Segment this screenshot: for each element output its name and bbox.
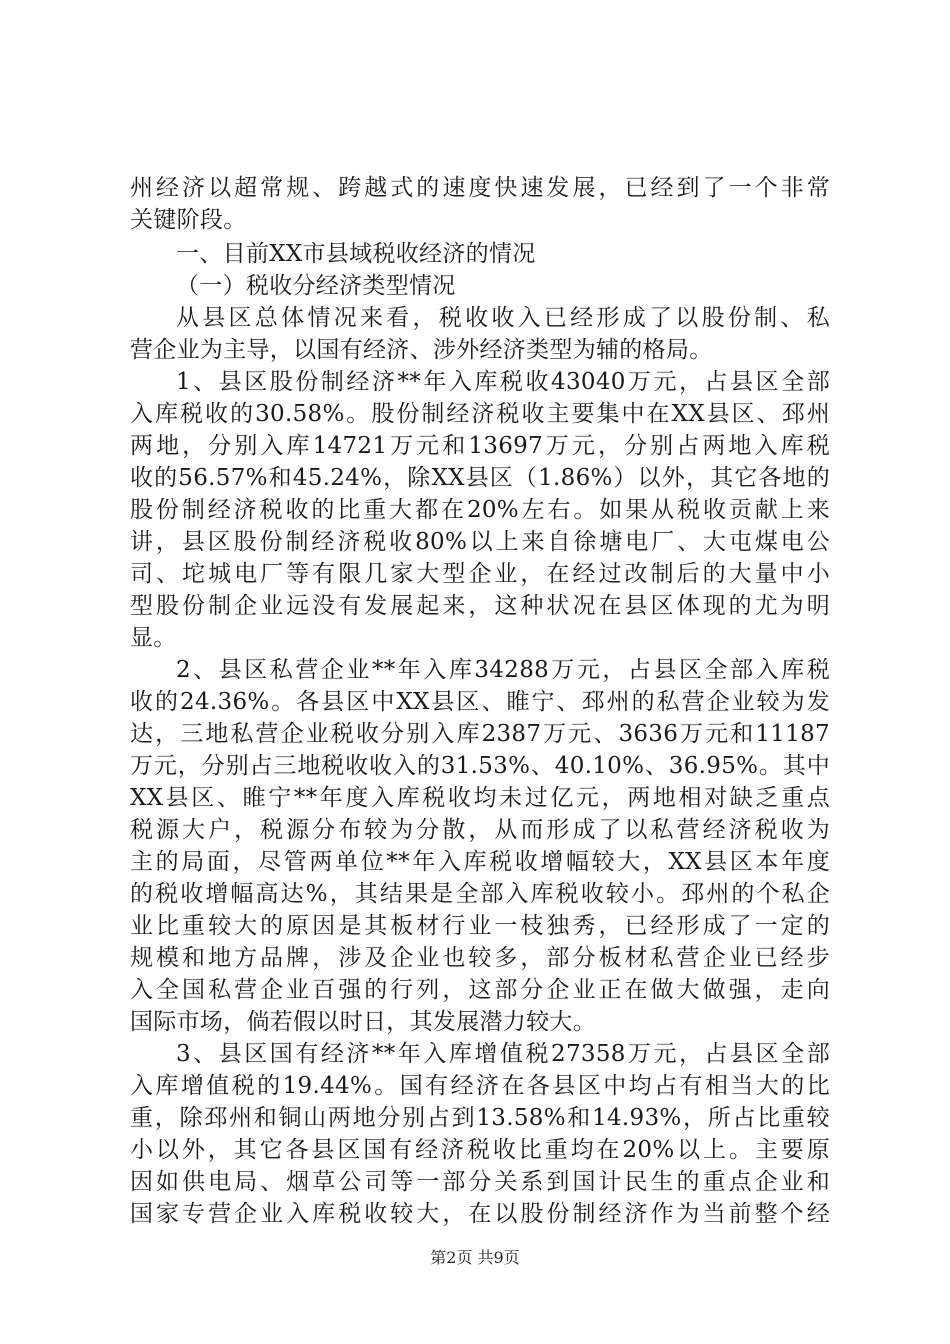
paragraph-line: 讲，县区股份制经济税收80%以上来自徐塘电厂、大屯煤电公 [130,529,830,555]
paragraph-line: 2、县区私营企业**年入库34288万元，占县区全部入库税 [176,657,830,683]
paragraph-line: 两地，分别入库14721万元和13697万元，分别占两地入库税 [130,433,830,459]
paragraph-line: 关键阶段。 [130,207,247,233]
subsection-heading: （一）税收分经济类型情况 [176,273,456,299]
paragraph-line: 1、县区股份制经济**年入库税收43040万元，占县区全部 [176,369,830,395]
paragraph-line: 营企业为主导，以国有经济、涉外经济类型为辅的格局。 [130,337,713,363]
paragraph-line: 型股份制企业远没有发展起来，这种状况在县区体现的尤为明 [130,593,830,619]
paragraph-line: 收的24.36%。各县区中XX县区、睢宁、邳州的私营企业较为发 [130,689,830,715]
paragraph-line: 入库增值税的19.44%。国有经济在各县区中均占有相当大的比 [130,1073,830,1099]
paragraph-line: 收的56.57%和45.24%，除XX县区（1.86%）以外，其它各地的 [130,465,830,491]
paragraph-line: 达，三地私营企业税收分别入库2387万元、3636万元和11187 [130,721,830,747]
paragraph-line: 股份制经济税收的比重大都在20%左右。如果从税收贡献上来 [130,497,830,523]
paragraph-line: 显。 [130,625,177,651]
paragraph-line: 州经济以超常规、跨越式的速度快速发展，已经到了一个非常 [130,175,830,201]
paragraph-line: 入库税收的30.58%。股份制经济税收主要集中在XX县区、邳州 [130,401,830,427]
paragraph-line: 重，除邳州和铜山两地分别占到13.58%和14.93%，所占比重较 [130,1105,830,1131]
paragraph-line: 业比重较大的原因是其板材行业一枝独秀，已经形成了一定的 [130,913,830,939]
paragraph-line: XX县区、睢宁**年度入库税收均未过亿元，两地相对缺乏重点 [130,785,830,811]
paragraph-line: 万元，分别占三地税收收入的31.53%、40.10%、36.95%。其中 [130,753,830,779]
paragraph-line: 从县区总体情况来看，税收收入已经形成了以股份制、私 [176,305,830,331]
paragraph-line: 司、坨城电厂等有限几家大型企业，在经过改制后的大量中小 [130,561,830,587]
paragraph-line: 税源大户，税源分布较为分散，从而形成了以私营经济税收为 [130,817,830,843]
page-number-footer: 第2页 共9页 [430,1248,520,1267]
paragraph-line: 主的局面，尽管两单位**年入库税收增幅较大，XX县区本年度 [130,849,830,875]
paragraph-line: 3、县区国有经济**年入库增值税27358万元，占县区全部 [176,1041,830,1067]
paragraph-line: 的税收增幅高达%，其结果是全部入库税收较小。邳州的个私企 [130,881,830,907]
paragraph-line: 国际市场，倘若假以时日，其发展潜力较大。 [130,1009,596,1035]
paragraph-line: 国家专营企业入库税收较大，在以股份制经济作为当前整个经 [130,1201,830,1227]
paragraph-line: 规模和地方品牌，涉及企业也较多，部分板材私营企业已经步 [130,945,830,971]
paragraph-line: 小以外，其它各县区国有经济税收比重均在20%以上。主要原 [130,1137,830,1163]
paragraph-line: 入全国私营企业百强的行列，这部分企业正在做大做强，走向 [130,977,830,1003]
section-heading: 一、目前XX市县域税收经济的情况 [176,241,536,267]
paragraph-line: 因如供电局、烟草公司等一部分关系到国计民生的重点企业和 [130,1169,830,1195]
